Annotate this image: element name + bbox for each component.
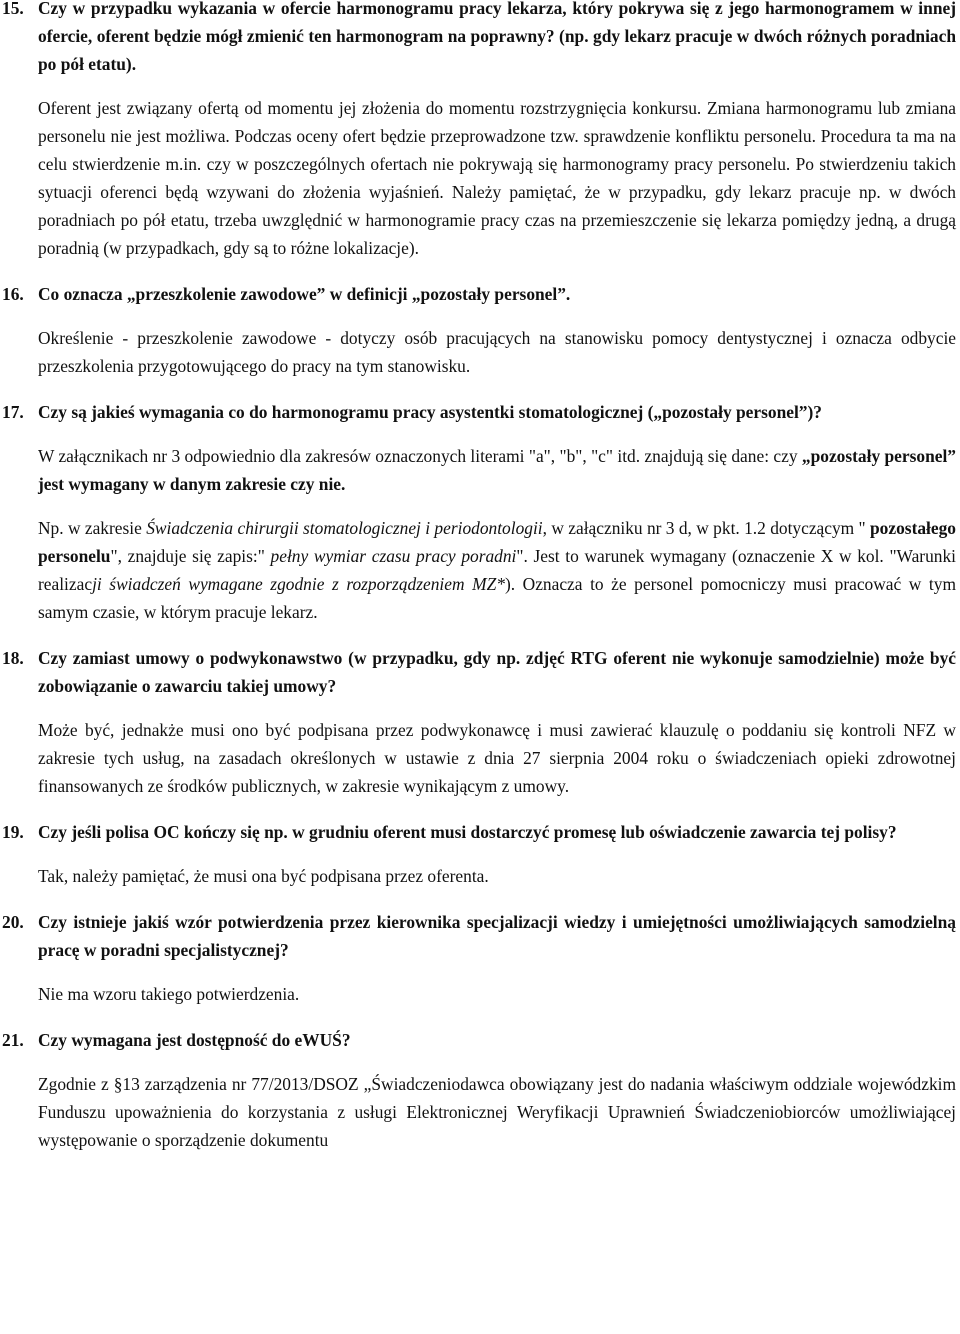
answer-paragraph-2 [38, 514, 956, 626]
answer-text: ). Oznacza to że personel pomocniczy musi pracować w tym samym czasie, w którym pracuje lekarz. [38, 574, 956, 622]
answer-text: Nie ma wzoru takiego potwierdzenia. [38, 984, 300, 1004]
question-number: 15. [2, 0, 24, 18]
question-text: Czy jeśli polisa OC kończy się np. w grudniu oferent musi dostarczyć promesę lub oświadczenie zawarcia tej polisy? [38, 822, 897, 842]
answer-16 [0, 324, 960, 380]
question-number: 20. [2, 912, 24, 932]
question-text: Czy istnieje jakiś wzór potwierdzenia przez kierownika specjalizacji wiedzy i umiejętności umożliwiających samodzielną pracę w poradni specjalistycznej? [38, 912, 956, 960]
answer-text: ". Jest to warunek wymagany (oznaczenie X w kol. "Warunki realizac [38, 546, 957, 594]
answer-text: Np. w zakresie [38, 518, 147, 538]
question-text: Czy wymagana jest dostępność do eWUŚ? [38, 1030, 351, 1050]
answer-bold-text: „pozostały personel” jest wymagany w danym zakresie czy nie. [38, 446, 956, 494]
answer-text: Tak, należy pamiętać, że musi ona być podpisana przez oferenta. [38, 866, 489, 886]
answer-text: Może być, jednakże musi ono być podpisana przez podwykonawcę i musi zawierać klauzulę o poddaniu się kontroli NFZ w zakresie tych usług, na zasadach określonych w ustawie z dnia 27 sierpnia 2004 roku o świadczeniach opieki zdrowotnej finansowanych ze środków publicznych, w zakresie wynikającym z umowy. [38, 720, 956, 796]
answer-paragraph-1 [38, 442, 956, 498]
answer-italic-text: Świadczenia chirurgii stomatologicznej i periodontologii [146, 518, 543, 538]
question-text: Czy w przypadku wykazania w ofercie harmonogramu pracy lekarza, który pokrywa się z jego harmonogramem w innej ofercie, oferent będzie mógł zmienić ten harmonogram na poprawny? (np. gdy lekarz pracuje w dwóch różnych poradniach po pół etatu). [38, 0, 956, 74]
question-text: Czy są jakieś wymagania co do harmonogramu pracy asystentki stomatologicznej („pozostały personel”)? [38, 402, 822, 422]
answer-17 [0, 442, 960, 626]
question-21 [0, 1026, 960, 1054]
question-number: 16. [2, 284, 24, 304]
answer-italic-text: ji świadczeń wymagane zgodnie z rozporządzeniem MZ* [92, 574, 505, 594]
answer-21 [0, 1070, 960, 1154]
question-text: Czy zamiast umowy o podwykonawstwo (w przypadku, gdy np. zdjęć RTG oferent nie wykonuje samodzielnie) może być zobowiązanie o zawarciu takiej umowy? [38, 648, 956, 696]
question-number: 19. [2, 822, 24, 842]
answer-italic-text: pełny wymiar czasu pracy poradni [270, 546, 517, 566]
answer-20 [0, 980, 960, 1008]
question-19 [0, 818, 960, 846]
question-number: 18. [2, 648, 24, 668]
answer-text: W załącznikach nr 3 odpowiednio dla zakresów oznaczonych literami "a", "b", "c" itd. znajdują się dane: czy [38, 446, 802, 466]
question-18 [0, 644, 960, 700]
question-15 [0, 0, 960, 78]
answer-text: Oferent jest związany ofertą od momentu jej złożenia do momentu rozstrzygnięcia konkursu. Zmiana harmonogramu lub zmiana personelu nie jest możliwa. Podczas oceny ofert będzie przeprowadzone tzw. sprawdzenie konfliktu personelu. Procedura ta ma na celu stwierdzenie m.in. czy w poszczególnych ofertach nie pokrywają się harmonogramy pracy personelu. Po stwierdzeniu takich sytuacji oferenci będą wzywani do złożenia wyjaśnień. Należy pamiętać, że w przypadku, gdy lekarz pracuje np. w dwóch poradniach po pół etatu, trzeba uwzględnić w harmonogramie pracy czas na przemieszczenie się lekarza pomiędzy jedną, a drugą poradnią (w przypadkach, gdy są to różne lokalizacje). [38, 98, 956, 258]
answer-bold-text: pozostałego personelu [38, 518, 956, 566]
answer-text: Zgodnie z §13 zarządzenia nr 77/2013/DSOZ „Świadczeniodawca obowiązany jest do nadania właściwym oddziale wojewódzkim Funduszu upoważnienia do korzystania z usługi Elektronicznej Weryfikacji Uprawnień Świadczeniobiorców umożliwiającej występowanie o sporządzenie dokumentu [38, 1074, 956, 1150]
question-text: Co oznacza „przeszkolenie zawodowe” w definicji „pozostały personel”. [38, 284, 571, 304]
answer-18 [0, 716, 960, 800]
question-number: 17. [2, 402, 24, 422]
answer-text: Określenie - przeszkolenie zawodowe - dotyczy osób pracujących na stanowisku pomocy dentystycznej i oznacza odbycie przeszkolenia przygotowującego do pracy na tym stanowisku. [38, 328, 956, 376]
answer-15 [0, 94, 960, 262]
answer-19 [0, 862, 960, 890]
question-16 [0, 280, 960, 308]
question-number: 21. [2, 1030, 24, 1050]
answer-text: , w załączniku nr 3 d, w pkt. 1.2 dotyczącym " [542, 518, 871, 538]
question-17 [0, 398, 960, 426]
answer-text: ", znajduje się zapis:" [110, 546, 271, 566]
question-20 [0, 908, 960, 964]
